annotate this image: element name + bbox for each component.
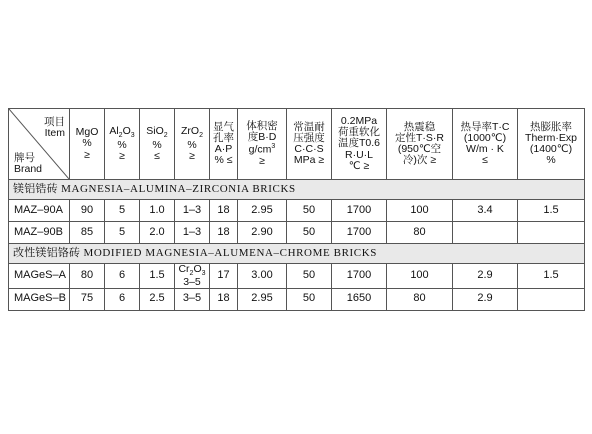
header-porosity-line2: 孔率 [213, 131, 234, 144]
sio2-cell: 2.0 [140, 222, 175, 244]
header-al2o3-unit: % [117, 138, 127, 151]
section-row-maz [9, 180, 585, 200]
item-label-cn: 项目 [44, 116, 65, 128]
header-ccs-line1: 常温耐 [293, 120, 325, 133]
section-title-maz [9, 180, 585, 200]
density-cell: 3.00 [238, 264, 287, 289]
section-row-mages [9, 244, 585, 264]
zro2-cell: 1–3 [175, 200, 210, 222]
header-zro2 [175, 109, 210, 180]
section-title-mages-cn: 改性镁铝铬砖 [13, 246, 81, 259]
header-porosity-line3: A·P [214, 143, 233, 155]
table-row [9, 222, 585, 244]
header-ccs-line4: MPa ≥ [293, 154, 325, 167]
cr-subscript: 2 [189, 270, 194, 278]
density-unit-base: g/cm [248, 143, 272, 156]
zro-symbol: ZrO [181, 125, 200, 138]
brand-cell: MAGeS–A [9, 264, 70, 289]
al2o3-cell: 5 [105, 200, 140, 222]
sio2-cell: 2.5 [140, 288, 175, 310]
zro-subscript: 2 [199, 132, 203, 140]
cr-o-subscript: 3 [201, 270, 206, 278]
cr2o3-cell [175, 264, 210, 289]
density-cell: 2.95 [238, 200, 287, 222]
al2o3-cell: 6 [105, 264, 140, 289]
header-tsr-line4: 冷)次 ≥ [402, 154, 437, 167]
mgo-cell: 90 [70, 200, 105, 222]
header-rul-line1: 0.2MPa [340, 115, 378, 128]
density-cell: 2.95 [238, 288, 287, 310]
rul-cell: 1700 [332, 222, 387, 244]
texp-cell [518, 288, 585, 310]
o-symbol: O [122, 125, 131, 138]
header-texp [518, 109, 585, 180]
header-sio2-unit: % [152, 138, 162, 151]
header-tsr-line1: 热震稳 [403, 120, 436, 133]
header-density-limit: ≥ [259, 154, 265, 167]
sio2-cell: 1.0 [140, 200, 175, 222]
header-mgo [70, 109, 105, 180]
header-ccs [287, 109, 332, 180]
header-tsr-line2: 定性T·S·R [395, 131, 444, 144]
rul-cell: 1650 [332, 288, 387, 310]
header-al2o3-limit: ≥ [119, 149, 125, 162]
header-texp-line4: % [546, 154, 556, 167]
density-cell: 2.90 [238, 222, 287, 244]
header-rul-line5: ℃ ≥ [348, 159, 370, 172]
cr-symbol: Cr [178, 263, 190, 275]
ccs-cell: 50 [287, 288, 332, 310]
header-rul [332, 109, 387, 180]
header-density-line1: 体积密 [246, 120, 278, 133]
brand-label [14, 153, 42, 175]
header-tc-line3: W/m · K [466, 143, 504, 155]
brand-cell: MAZ–90B [9, 222, 70, 244]
section-title-mages [9, 244, 585, 264]
brand-cell: MAGeS–B [9, 288, 70, 310]
header-ccs-line3: C·C·S [294, 143, 324, 155]
item-label-en: Item [44, 127, 65, 140]
texp-cell: 1.5 [518, 264, 585, 289]
rul-cell: 1700 [332, 200, 387, 222]
tc-cell: 2.9 [453, 264, 518, 289]
header-rul-line2: 荷重软化 [338, 126, 380, 139]
al-symbol: Al [109, 125, 119, 138]
porosity-cell: 18 [210, 200, 238, 222]
al2o3-cell: 5 [105, 222, 140, 244]
porosity-cell: 17 [210, 264, 238, 289]
ccs-cell: 50 [287, 200, 332, 222]
texp-cell [518, 222, 585, 244]
tsr-cell: 100 [387, 200, 453, 222]
header-tc-line4: ≤ [482, 154, 488, 167]
mgo-cell: 85 [70, 222, 105, 244]
zro2-cell: 1–3 [175, 222, 210, 244]
rul-cell: 1700 [332, 264, 387, 289]
al-subscript: 2 [118, 132, 123, 140]
tc-cell: 2.9 [453, 288, 518, 310]
table-row [9, 264, 585, 289]
sio-symbol: SiO [146, 125, 164, 138]
ccs-cell: 50 [287, 222, 332, 244]
table-row [9, 288, 585, 310]
texp-cell: 1.5 [518, 200, 585, 222]
item-label [44, 117, 65, 139]
tsr-cell: 80 [387, 288, 453, 310]
corner-header-cell [9, 109, 70, 180]
header-tsr-line3: (950℃空 [397, 143, 442, 155]
header-al2o3-name [105, 126, 139, 139]
header-tsr [387, 109, 453, 180]
header-sio2 [140, 109, 175, 180]
header-row [9, 109, 585, 180]
header-sio2-name [140, 126, 174, 139]
tsr-cell: 80 [387, 222, 453, 244]
header-zro2-unit: % [187, 138, 197, 151]
section-title-mages-en: MODIFIED MAGNESIA–ALUMENA–CHROME BRICKS [83, 246, 377, 259]
sio2-cell: 1.5 [140, 264, 175, 289]
al2o3-cell: 6 [105, 288, 140, 310]
header-porosity-line1: 显气 [213, 120, 234, 133]
porosity-cell: 18 [210, 222, 238, 244]
header-zro2-limit: ≥ [189, 149, 195, 162]
tsr-cell: 100 [387, 264, 453, 289]
header-density-line2: 度B·D [247, 131, 277, 144]
header-tc-line2: (1000℃) [463, 131, 507, 144]
ccs-cell: 50 [287, 264, 332, 289]
brand-cell: MAZ–90A [9, 200, 70, 222]
header-rul-line4: R·U·L [345, 148, 373, 161]
sio-subscript: 2 [163, 132, 168, 140]
header-zro2-name [175, 126, 209, 139]
section-title-maz-cn: 镁铝锆砖 [13, 182, 58, 195]
header-mgo-name: MgO [75, 126, 99, 139]
header-mgo-limit: ≥ [84, 148, 90, 161]
cr-o-symbol: O [193, 263, 202, 275]
mgo-cell: 75 [70, 288, 105, 310]
cr2o3-range: 3–5 [183, 276, 201, 289]
tc-cell: 3.4 [453, 200, 518, 222]
header-ccs-line2: 压强度 [293, 131, 325, 144]
product-spec-table [8, 108, 585, 311]
tc-cell [453, 222, 518, 244]
header-porosity-line4: % ≤ [214, 154, 233, 167]
header-texp-line3: (1400℃) [529, 143, 573, 155]
header-texp-line2: Therm·Exp [525, 131, 577, 144]
mgo-cell: 80 [70, 264, 105, 289]
porosity-cell: 18 [210, 288, 238, 310]
header-density-unit [238, 143, 286, 156]
brand-label-cn: 牌号 [14, 151, 35, 164]
header-tc [453, 109, 518, 180]
header-density [238, 109, 287, 180]
header-mgo-unit: % [82, 137, 92, 150]
brand-label-en: Brand [14, 162, 43, 175]
header-sio2-limit: ≤ [154, 149, 160, 162]
o-subscript: 3 [130, 132, 135, 140]
header-porosity [210, 109, 238, 180]
header-rul-line3: 温度T0.6 [337, 137, 380, 150]
header-texp-line1: 热膨胀率 [530, 120, 572, 133]
section-title-maz-en: MAGNESIA–ALUMINA–ZIRCONIA BRICKS [61, 182, 296, 195]
header-tc-line1: 热导率T·C [460, 120, 510, 133]
density-unit-exp: 3 [271, 143, 276, 151]
cr2o3-cell: 3–5 [175, 288, 210, 310]
header-al2o3 [105, 109, 140, 180]
table-row [9, 200, 585, 222]
